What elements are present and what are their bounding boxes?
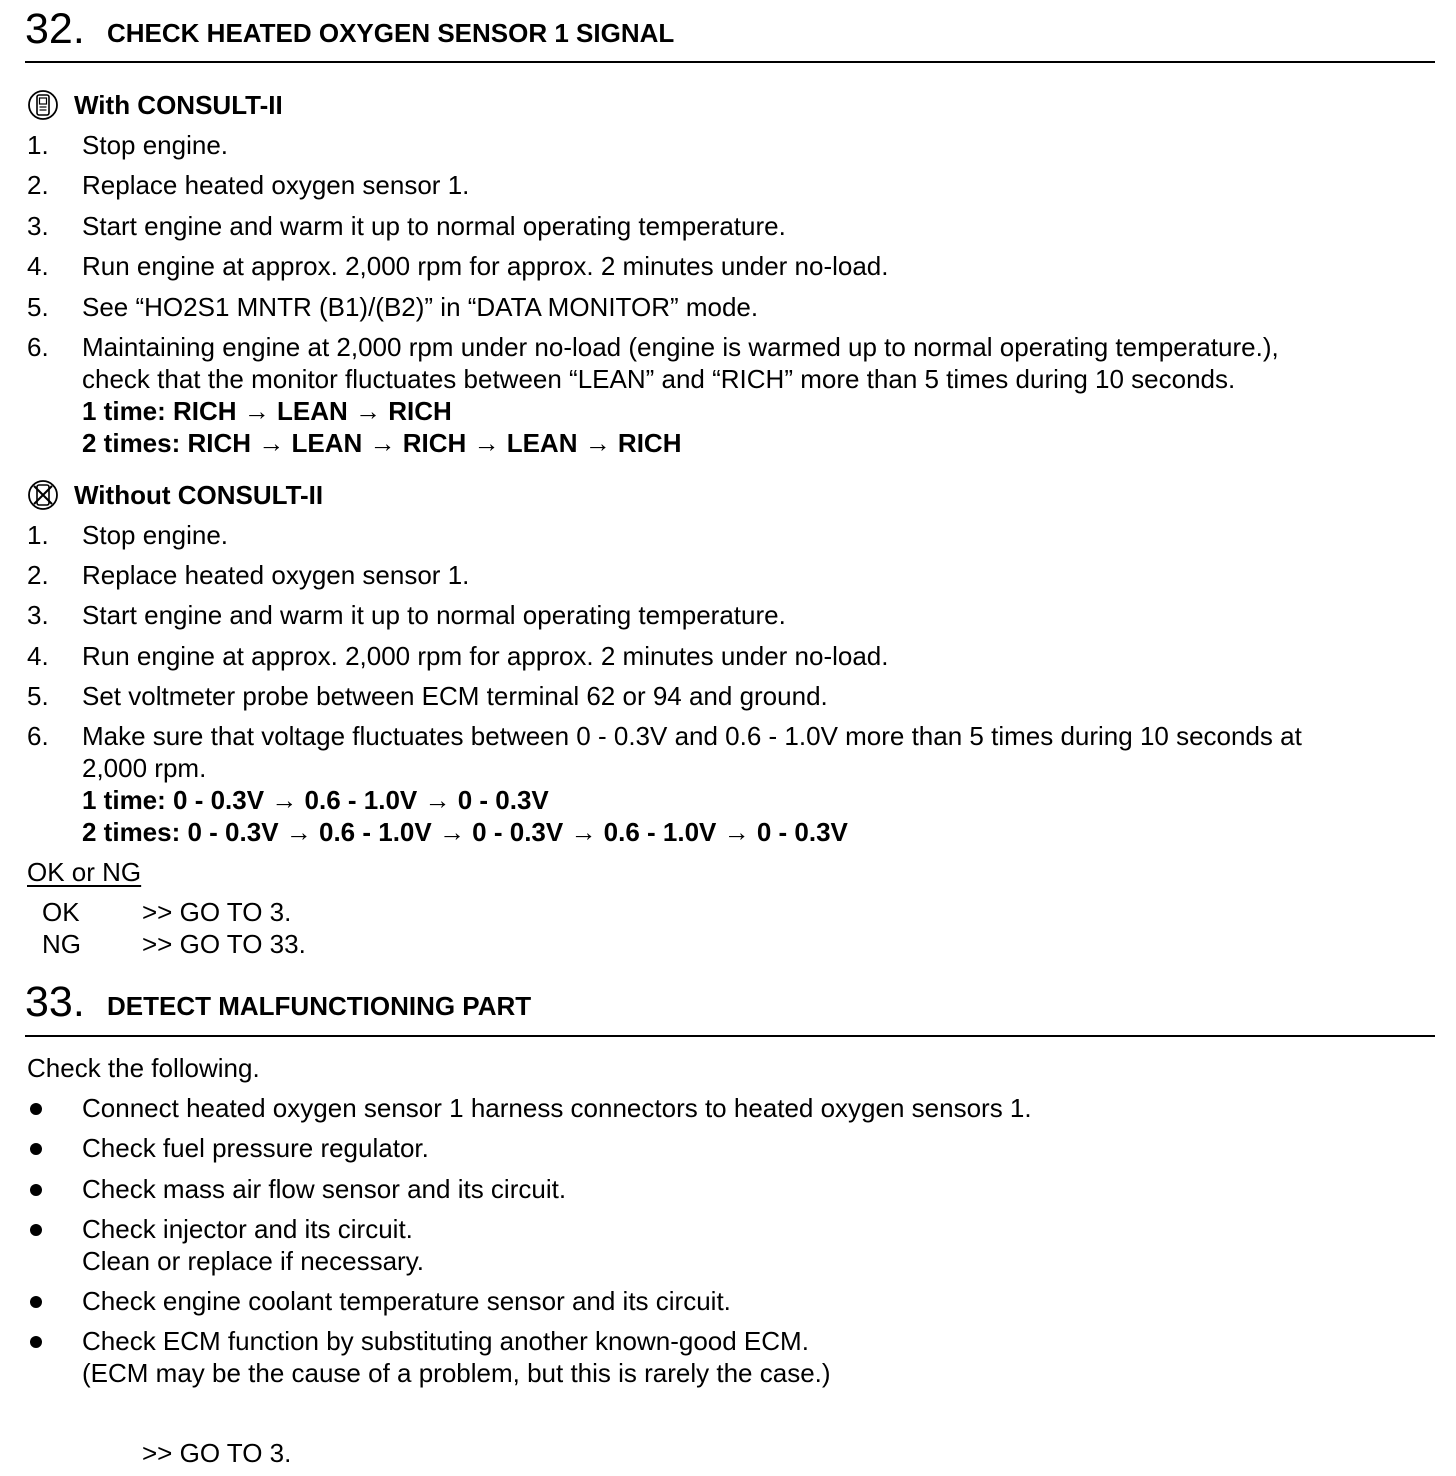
voltage-example-1: 1 time: 0 - 0.3V → 0.6 - 1.0V → 0 - 0.3V — [82, 785, 549, 815]
go-to-link[interactable]: >> GO TO 33. — [142, 929, 306, 959]
section-divider — [25, 1035, 1435, 1037]
step-number: 33. — [25, 978, 85, 1026]
consult-tester-icon — [27, 89, 59, 121]
intro-text: Check the following. — [27, 1053, 260, 1083]
go-to-link[interactable]: >> GO TO 3. — [142, 897, 292, 927]
step-number: 32. — [25, 5, 85, 53]
cycle-example-2: 2 times: RICH → LEAN → RICH → LEAN → RICH — [82, 428, 682, 458]
cycle-example-1: 1 time: RICH → LEAN → RICH — [82, 396, 452, 426]
bullet-icon — [30, 1184, 42, 1196]
bullet-icon — [30, 1296, 42, 1308]
section-divider — [25, 61, 1435, 63]
step-title: DETECT MALFUNCTIONING PART — [107, 991, 532, 1021]
no-tester-icon — [27, 479, 59, 511]
step-32-header — [25, 5, 1435, 58]
ok-or-ng-label: OK or NG — [27, 857, 142, 887]
bullet-icon — [30, 1143, 42, 1155]
voltage-example-2: 2 times: 0 - 0.3V → 0.6 - 1.0V → 0 - 0.3V → 0.6 - 1.0V → 0 - 0.3V — [82, 817, 848, 847]
without-consult-label: Without CONSULT-II — [74, 480, 324, 510]
with-consult-label: With CONSULT-II — [74, 90, 283, 120]
bullet-icon — [30, 1336, 42, 1348]
bullet-icon — [30, 1103, 42, 1115]
step-title: CHECK HEATED OXYGEN SENSOR 1 SIGNAL — [107, 18, 675, 48]
go-to-link[interactable]: >> GO TO 3. — [142, 1438, 292, 1468]
step-33-header — [25, 978, 1435, 1031]
bullet-icon — [30, 1224, 42, 1236]
